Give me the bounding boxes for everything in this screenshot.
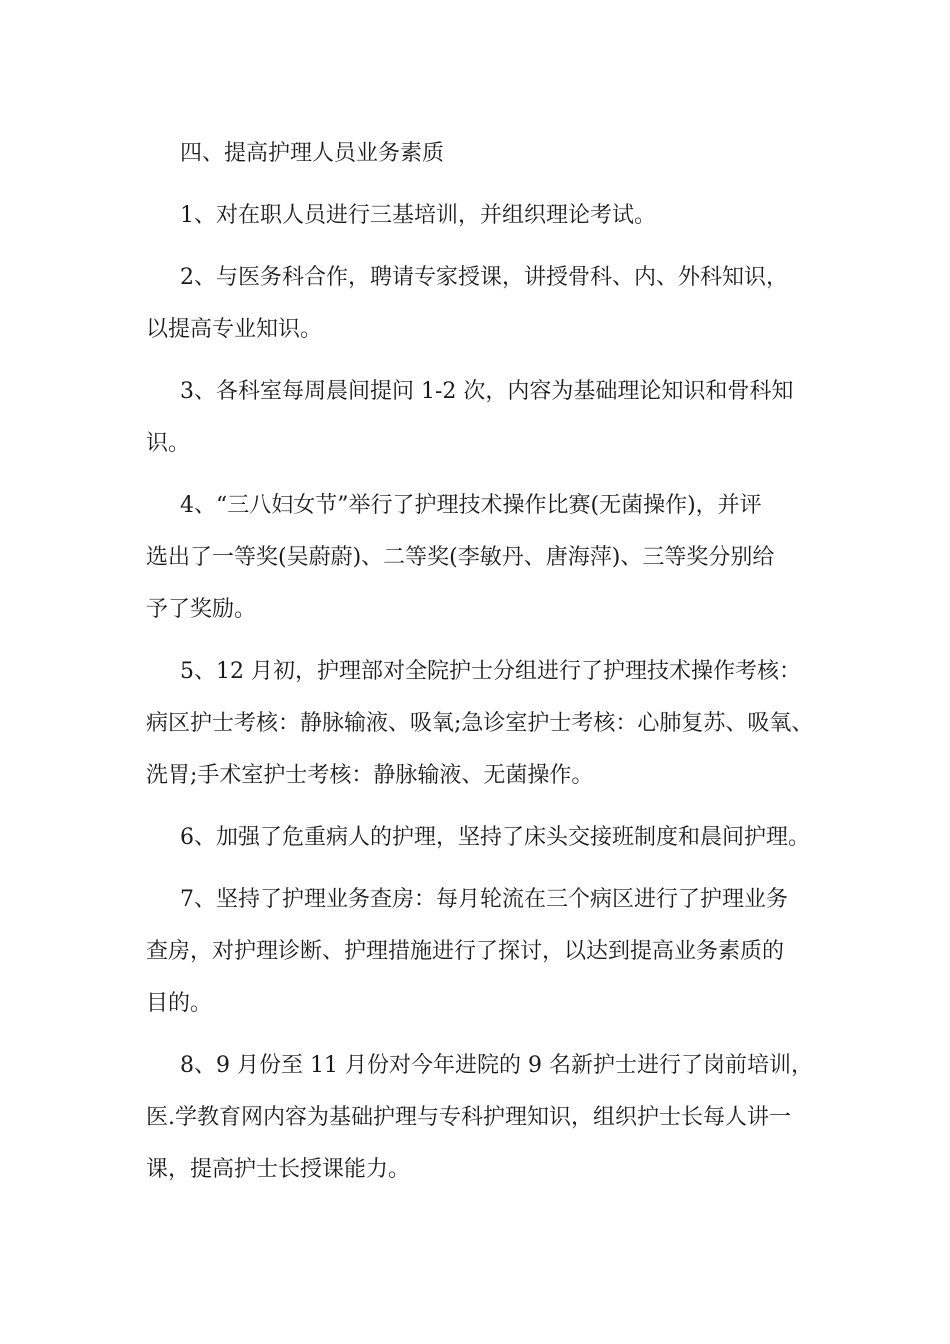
heading-text: 四、提高护理人员业务素质 [180, 141, 445, 166]
paragraph-line: 2、与医务科合作，聘请专家授课，讲授骨科、内、外科知识， [180, 265, 788, 290]
paragraph-3 [146, 366, 826, 470]
paragraph-line: 选出了一等奖(吴蔚蔚)、二等奖(李敏丹、唐海萍)、三等奖分别给 [146, 545, 775, 570]
paragraph-line: 课，提高护士长授课能力。 [146, 1157, 411, 1182]
document-body [146, 128, 826, 1196]
paragraph-1 [146, 190, 826, 242]
paragraph-line: 3、各科室每周晨间提问 1-2 次，内容为基础理论知识和骨科知 [180, 379, 794, 404]
paragraph-7 [146, 874, 826, 1030]
paragraph-line: 7、坚持了护理业务查房：每月轮流在三个病区进行了护理业务 [180, 887, 788, 912]
paragraph-line: 1、对在职人员进行三基培训，并组织理论考试。 [180, 203, 656, 228]
paragraph-4 [146, 480, 826, 636]
paragraph-8 [146, 1040, 826, 1196]
paragraph-line: 以提高专业知识。 [146, 317, 323, 342]
paragraph-line: 查房，对护理诊断、护理措施进行了探讨，以达到提高业务素质的 [146, 939, 785, 964]
paragraph-line: 5、12 月初，护理部对全院护士分组进行了护理技术操作考核： [180, 659, 801, 684]
paragraph-line: 8、9 月份至 11 月份对今年进院的 9 名新护士进行了岗前培训， [180, 1053, 813, 1078]
paragraph-line: 予了奖励。 [146, 597, 257, 622]
paragraph-line: 识。 [146, 431, 191, 456]
paragraph-line: 6、加强了危重病人的护理，坚持了床头交接班制度和晨间护理。 [180, 825, 810, 850]
paragraph-line: 病区护士考核：静脉输液、吸氧;急诊室护士考核：心肺复苏、吸氧、 [146, 711, 814, 736]
paragraph-line: 4、“三八妇女节”举行了护理技术操作比赛(无菌操作)，并评 [180, 493, 762, 518]
paragraph-line: 医.学教育网内容为基础护理与专科护理知识，组织护士长每人讲一 [146, 1105, 791, 1130]
paragraph-line: 目的。 [146, 991, 213, 1016]
paragraph-6 [146, 812, 826, 864]
paragraph-2 [146, 252, 826, 356]
section-heading [146, 128, 826, 180]
paragraph-line: 洗胃;手术室护士考核：静脉输液、无菌操作。 [146, 763, 594, 788]
paragraph-5 [146, 646, 826, 802]
